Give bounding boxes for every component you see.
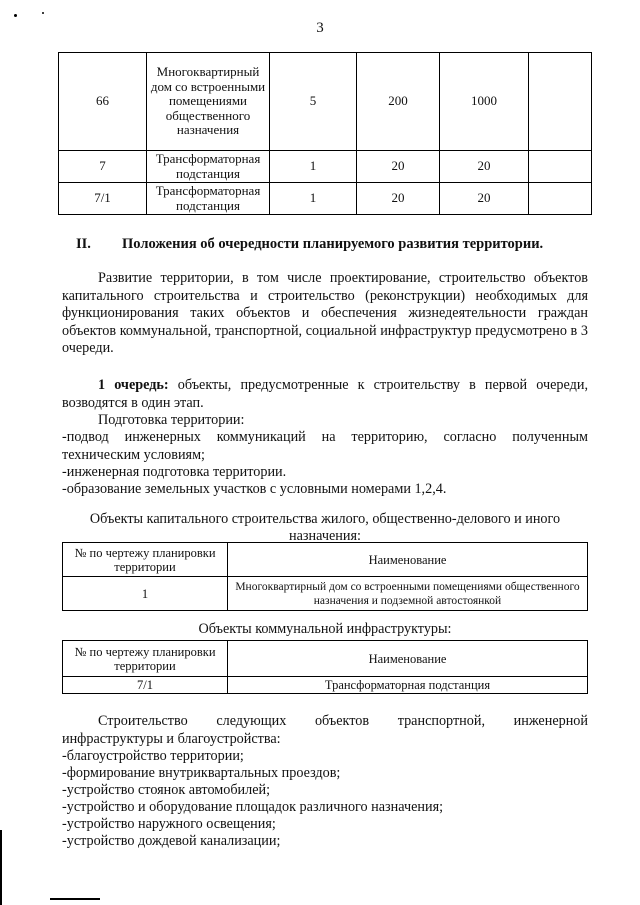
column-header: Наименование [228,543,588,577]
table-cell [529,53,592,151]
construction-item: -благоустройство территории; [62,748,244,764]
section-title: Положения об очередности планируемого развития территории. [122,236,544,252]
table-cell: 7 [59,151,147,183]
table-cell: Многоквартирный дом со встроенными помещениями общественного назначения [147,53,270,151]
construction-item: -формирование внутриквартальных проездов; [62,765,341,781]
table-header-row [63,641,588,677]
table-cell [529,151,592,183]
construction-item: -устройство наружного освещения; [62,816,276,832]
objects-table [58,52,592,215]
construction-item: -устройство стоянок автомобилей; [62,782,271,798]
scan-underline [50,898,100,900]
table-cell: 20 [440,183,529,215]
intro-paragraph: Развитие территории, в том числе проектирование, строительство объектов капитального строительства и строительство (реконструкции) необходимых для функционирования таких объектов и обеспечения жизнедеятельности граждан объектов коммунальной, транспортной, социальной инфраструктур предусмотрено в 3 очереди. [62,270,588,356]
table-row [63,677,588,694]
table-cell: 20 [440,151,529,183]
table-cell: 7/1 [59,183,147,215]
table2-caption: Объекты капитального строительства жилого, общественно-делового и иного назначения: [89,511,561,544]
residential-objects-table [62,542,588,611]
prep-item: -образование земельных участков с условными номерами 1,2,4. [62,481,447,497]
utility-objects-table [62,640,588,694]
table-cell [529,183,592,215]
construction-item: -устройство дождевой канализации; [62,833,281,849]
table-cell: 7/1 [63,677,228,694]
construction-item: -устройство и оборудование площадок различного назначения; [62,799,444,815]
table-cell: Трансформаторная подстанция [147,183,270,215]
table-row [59,53,592,151]
table-header-row [63,543,588,577]
table-cell: Трансформаторная подстанция [228,677,588,694]
construction-intro: Строительство следующих объектов транспортной, инженерной инфраструктуры и благоустройства: [62,713,588,747]
table-cell: 200 [357,53,440,151]
prep-item: -инженерная подготовка территории. [62,464,287,480]
table-cell: 1 [63,577,228,611]
table3-caption: Объекты коммунальной инфраструктуры: [198,621,452,637]
page-number: 3 [316,20,324,36]
scan-edge [0,830,2,905]
table-cell: 1 [270,151,357,183]
table-cell: 66 [59,53,147,151]
column-header: № по чертежу планировки территории [63,641,228,677]
table-cell: 1 [270,183,357,215]
table-cell: 1000 [440,53,529,151]
table-cell: Многоквартирный дом со встроенными помещениями общественного назначения и подземной автостоянкой [228,577,588,611]
table-row [63,577,588,611]
column-header: Наименование [228,641,588,677]
scan-dot [14,14,17,17]
table-cell: Трансформаторная подстанция [147,151,270,183]
section-heading [76,236,543,253]
table-cell: 20 [357,183,440,215]
scan-dot [42,12,44,14]
section-number: II. [76,236,91,252]
table-row [59,183,592,215]
prep-item: -подвод инженерных коммуникаций на территорию, согласно полученным техническим условиям; [62,429,588,463]
table-cell: 20 [357,151,440,183]
column-header: № по чертежу планировки территории [63,543,228,577]
stage1-label: 1 очередь: [98,377,169,393]
prep-title: Подготовка территории: [98,412,245,428]
table-cell: 5 [270,53,357,151]
table-row [59,151,592,183]
stage1-paragraph [62,377,588,412]
stage1-text: объекты, предусмотренные к строительству в первой очереди, возводятся в один этап. [62,377,588,411]
